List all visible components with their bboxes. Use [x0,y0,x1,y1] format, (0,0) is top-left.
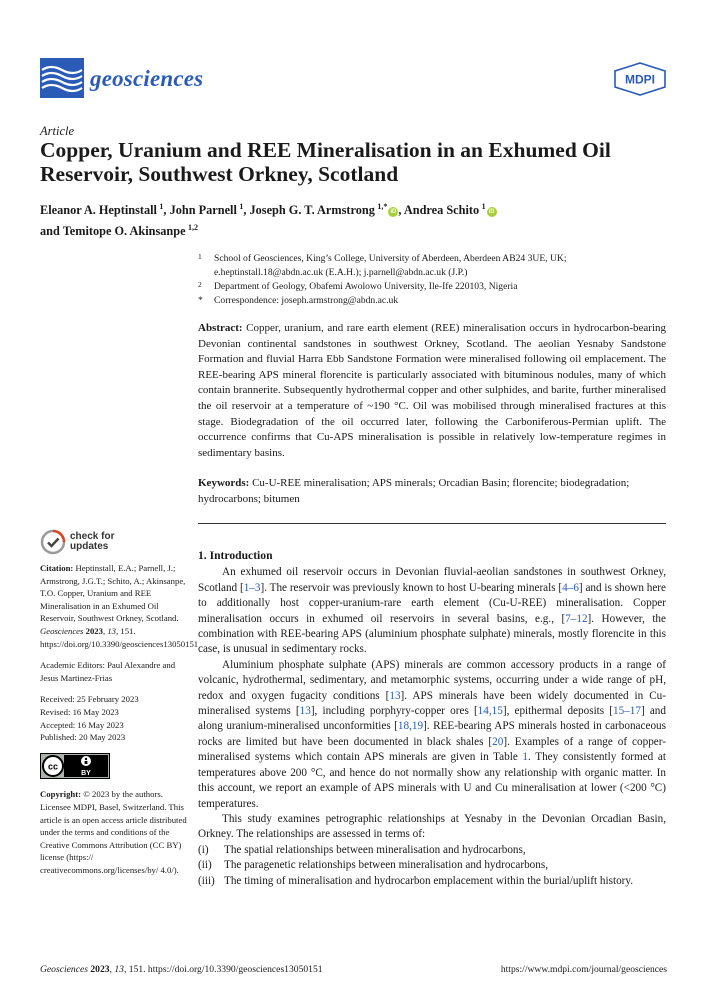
citation-text: Heptinstall, E.A.; Parnell, J.; Armstrong, J.G.T.; Schito, A.; Akinsanpe, T.O. Copper, Uranium and REE Mineralisation in an Exhumed Oil Reservoir, Southwest Orkney, Scotland. [40,563,186,624]
cc-text: cc [47,761,59,772]
abstract-label: Abstract: [198,322,243,334]
journal-header [40,58,667,98]
journal-name: geosciences [90,66,204,91]
footer-year: 2023 [90,964,110,975]
author-name[interactable]: Andrea Schito [403,203,480,218]
affiliation-text: School of Geosciences, King’s College, University of Aberdeen, Aberdeen AB24 3UE, UK; [214,253,567,264]
author-name[interactable]: Temitope O. Akinsanpe [62,224,186,239]
check-line-1: check for [70,531,115,542]
affiliation-mark: * [198,295,203,306]
list-number: (iii) [198,874,215,887]
list-text: The paragenetic relationships between mineralisation and hydrocarbons, [224,859,549,872]
cc-by-license-icon[interactable] [40,753,110,779]
list-number: (ii) [198,859,212,872]
abstract [198,321,666,461]
author-affil-sup: 1 [159,202,164,211]
check-updates-icon [40,529,66,555]
check-for-updates-button[interactable] [40,528,188,556]
affiliation-mark: 2 [198,280,202,289]
revised-date: Revised: 16 May 2023 [40,706,119,717]
by-text: BY [81,769,91,777]
section-heading: 1. Introduction [198,549,273,562]
copyright-label: Copyright: [40,789,82,800]
article-type: Article [40,124,75,138]
correspondence-item [198,294,668,308]
published-date: Published: 20 May 2023 [40,732,126,743]
abstract-text: Copper, uranium, and rare earth element (REE) mineralisation occurs in hydrocarbon-bearing Devonian continental sandstones in southwest Orkney, Scotland. The aeolian Yesnaby Sandstone Formation and fluvial Harra Ebb Sandstone Formation were mineralised following oil emplacement. The REE-bearing APS mineral florencite is particularly associated with bituminous nodules, many of which contain brannerite. Subsequently hydrothermal copper and other sulphides, and barite, further mineralised the oil reservoir at a temperature of ~190 °C. Oil was mobilised through mineralised fractures at this stage. Biodegradation of the oil occurred later, following the Carboniferous-Permian uplift. The occurrence confirms that Cu-APS mineralisation is possible in relatively low-temperature regimes in sedimentary basins. [198,322,667,459]
list-text: The spatial relationships between mineralisation and hydrocarbons, [224,843,526,856]
list-item [198,874,666,889]
citation-label: Citation: [40,563,74,573]
footer-doi[interactable]: , 151. https://doi.org/10.3390/geosciences13050151 [123,964,323,975]
list-number: (i) [198,843,209,856]
citation-link[interactable]: 4–6 [562,581,579,594]
orcid-icon[interactable]: iD [488,209,495,216]
citation-link[interactable]: 14,15 [477,705,503,718]
paragraph-1: An exhumed oil reservoir occurs in Devonian fluvial-aeolian sandstones in southwest Orkney, Scotland [1–3]. The reservoir was previously known to host U-bearing minerals [4–6] and is shown here to additionally host copper-uranium-rare earth element (Cu-U-REE) mineralisation. Copper mineralisation occurs in exhumed oil reservoirs in several basins, e.g., [7–12]. However, the combination with REE-bearing APS (aluminium phosphate sulphate) minerals, mostly florencite in this case, is unusual in sedimentary rocks. [198,566,666,656]
author-separator: , [163,203,170,218]
author-separator: , [398,203,404,218]
author-affil-sup: 1,2 [188,223,199,233]
mdpi-logo-icon [613,62,667,96]
list-item [198,858,666,873]
paragraph-2: Aluminium phosphate sulphate (APS) minerals are common accessory products in a range of volcanic, hydrothermal, sedimentary, and metamorphic systems, occurring under a wide range of pH, redox and oxygen fugacity conditions [13]. APS minerals have been widely documented in Cu-mineralised systems [13], including porphyry-copper ores [14,15], epithermal deposits [15–17] and along uranium-mineralised unconformities [18,19]. REE-bearing APS minerals hosted in carbonaceous rocks are limited but have been documented in black shales [20]. Examples of a range of copper-mineralised systems which contain APS minerals are given in Table 1. They consistently formed at temperatures above 200 °C, and hence do not normally show any relationship with organic matter. In this account, we report an example of APS minerals with U and Cu mineralisation at lower (<200 °C) temperatures. [198,658,666,810]
citation-volume: 13 [107,625,116,636]
orcid-icon[interactable]: iD [390,209,397,216]
citation-link[interactable]: 20 [492,735,504,748]
citation-link[interactable]: 1–3 [243,581,261,594]
author-name[interactable]: John Parnell [169,203,237,218]
affiliation-item [198,280,668,294]
footer-citation: Geosciences 2023, 13, 151. https://doi.org/10.3390/geosciences13050151 [40,964,323,975]
footer-volume: 13 [114,964,124,975]
author-name[interactable]: Eleanor A. Heptinstall [40,203,157,218]
article-title: Copper, Uranium and REE Mineralisation in an Exhumed Oil Reservoir, Southwest Orkney, Scotland [40,138,611,186]
citation-link[interactable]: 7–12 [565,612,588,625]
author-prefix: and [40,224,63,239]
author-list [40,198,667,240]
geosciences-logo-icon [40,58,84,98]
received-date: Received: 25 February 2023 [40,694,139,705]
keywords-label: Keywords: [198,477,250,489]
citation-link[interactable]: 13 [299,705,311,718]
footer-journal: Geosciences [40,964,88,975]
author-line-1 [40,198,667,219]
page-footer [40,964,667,975]
author-line-2 [40,219,667,240]
citation-link[interactable]: 18,19 [397,720,424,733]
paragraph-3: This study examines petrographic relationships at Yesnaby in the Devonian Orcadian Basin, Orkney. The relationships are assessed in terms of: [198,812,666,841]
divider [198,523,666,524]
citation-block: Citation: Heptinstall, E.A.; Parnell, J.; Armstrong, J.G.T.; Schito, A.; Akinsanpe, T.O. Copper, Uranium and REE Mineralisation in an Exhumed Oil Reservoir, Southwest Orkney, Scotland. Geosciences 2023, 13, 151. https://doi.org/10.3390/geosciences13050151 [40,563,199,649]
copyright-text: © 2023 by the authors. Licensee MDPI, Basel, Switzerland. This article is an open access article distributed under the terms and conditions of the Creative Commons Attribution (CC BY) license (https:// creativecommons.org/licenses/by/ 4.0/). [40,789,187,875]
keywords-text: Cu-U-REE mineralisation; APS minerals; Orcadian Basin; florencite; biodegradation; hydrocarbons; bitumen [198,477,630,505]
copyright-block [40,788,188,876]
author-separator: , [243,203,250,218]
footer-journal-url[interactable]: https://www.mdpi.com/journal/geosciences [500,964,667,975]
main-body [198,548,666,889]
author-affil-sup: 1 [239,202,244,211]
affiliation-emails: e.heptinstall.18@abdn.ac.uk (E.A.H.); j.parnell@abdn.ac.uk (J.P.) [214,267,468,278]
citation-doi[interactable]: , 151. https://doi.org/10.3390/geosciences13050151 [40,625,199,649]
list-text: The timing of mineralisation and hydrocarbon emplacement within the burial/uplift history. [224,874,634,887]
academic-editors: Academic Editors: Paul Alexandre and Jesus Martinez-Frias [40,660,176,683]
affiliation-text: Department of Geology, Obafemi Awolowo University, Ile-Ife 220103, Nigeria [214,281,518,292]
keywords [198,476,666,507]
citation-link[interactable]: 15–17 [613,705,641,718]
affiliation-mark: 1 [198,252,202,261]
correspondence-text: Correspondence: joseph.armstrong@abdn.ac.uk [214,295,399,306]
author-affil-sup: 1 [481,202,486,211]
table-link[interactable]: 1 [522,751,529,764]
list-item [198,843,666,858]
author-affil-sup: 1,* [377,202,388,211]
mdpi-logo-text: MDPI [625,72,655,87]
accepted-date: Accepted: 16 May 2023 [40,719,124,730]
citation-journal: Geosciences [40,625,84,636]
article-dates [40,693,188,743]
affiliations [198,252,668,308]
citation-link[interactable]: 13 [389,689,401,702]
citation-year: 2023 [85,625,103,636]
author-name[interactable]: Joseph G. T. Armstrong [249,203,375,218]
affiliation-item [198,252,668,280]
check-line-2: updates [70,541,109,552]
sidebar [40,528,199,885]
